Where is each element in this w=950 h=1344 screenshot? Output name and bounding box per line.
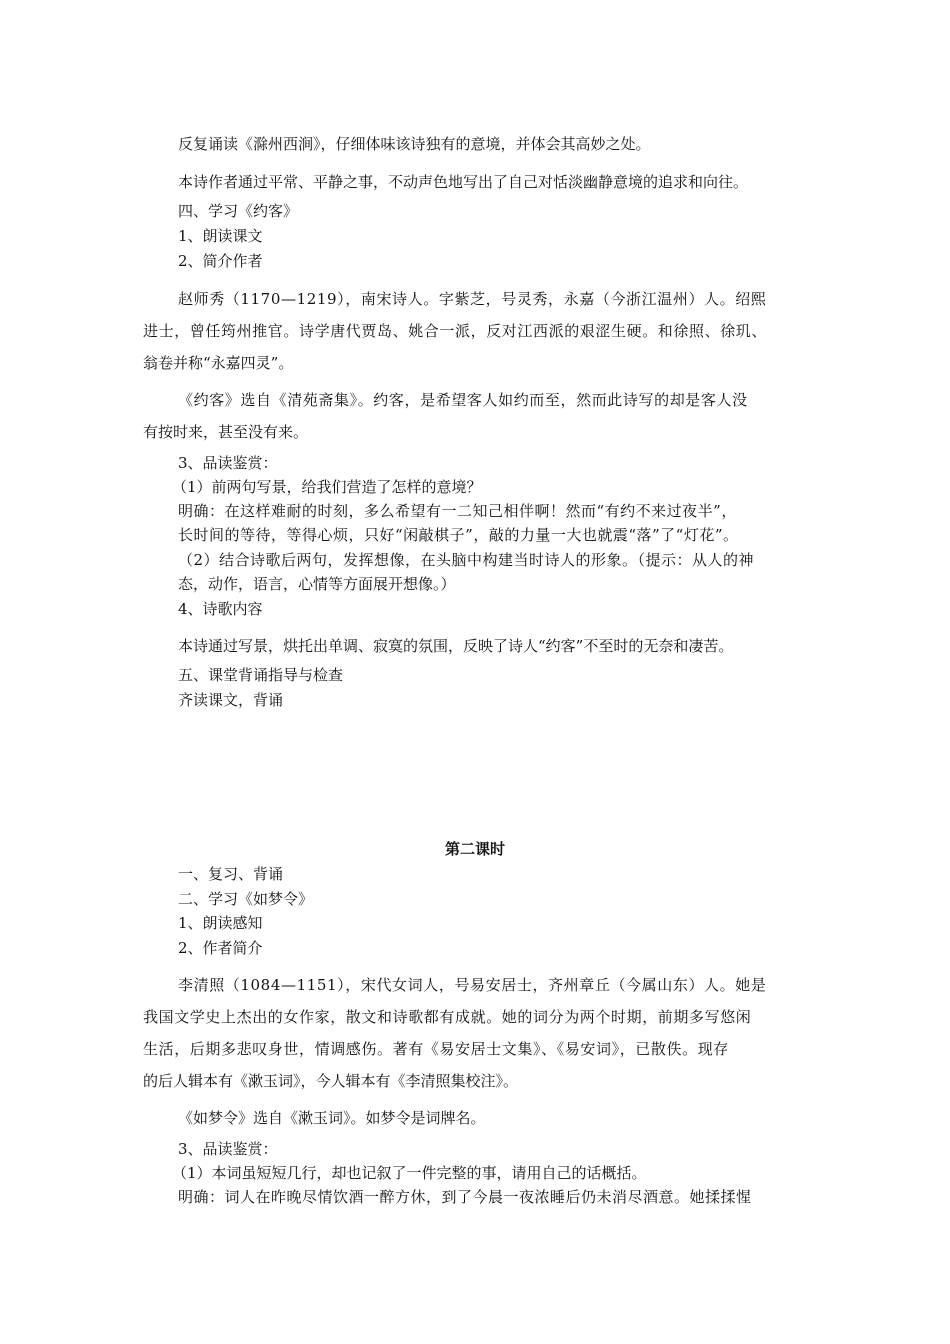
text-line: 3、品读鉴赏： xyxy=(178,1140,278,1158)
text-line: 明确：词人在昨晚尽情饮酒一醉方休，到了今晨一夜浓睡后仍未消尽酒意。她揉揉惺 xyxy=(178,1188,752,1206)
text-line: 长时间的等待，等得心烦，只好“闲敲棋子”，敲的力量一大也就震“落”了“灯花”。 xyxy=(178,526,739,544)
text-line: 有按时来，甚至没有来。 xyxy=(143,423,309,441)
text-line: 赵师秀（1170—1219），南宋诗人。字紫芝，号灵秀，永嘉（今浙江温州）人。绍熙 xyxy=(178,290,767,308)
text-line: 进士，曾任筠州推官。诗学唐代贾岛、姚合一派，反对江西派的艰涩生硬。和徐照、徐玑、 xyxy=(143,322,768,340)
text-line: 《约客》选自《清苑斋集》。约客，是希望客人如约而至，然而此诗写的却是客人没 xyxy=(178,391,748,409)
text-line: 明确：在这样难耐的时刻，多么希望有一二知己相伴啊！然而“有约不来过夜半”， xyxy=(178,502,737,520)
text-line: 李清照（1084—1151），宋代女词人，号易安居士，齐州章丘（今属山东）人。她是 xyxy=(178,976,767,994)
heading-line: 五、课堂背诵指导与检查 xyxy=(178,666,344,684)
text-line: 一、复习、背诵 xyxy=(178,865,284,883)
text-line: 本诗作者通过平常、平静之事，不动声色地写出了自己对恬淡幽静意境的追求和向往。 xyxy=(178,173,749,191)
text-line: （1）前两句写景，给我们营造了怎样的意境？ xyxy=(172,478,482,496)
text-line: 二、学习《如梦令》 xyxy=(178,890,314,908)
section-title: 第二课时 xyxy=(444,840,505,858)
text-line: 反复诵读《滁州西涧》，仔细体味该诗独有的意境，并体会其高妙之处。 xyxy=(178,135,651,153)
text-line: （2）结合诗歌后两句，发挥想像，在头脑中构建当时诗人的形象。（提示：从人的神 xyxy=(178,551,755,569)
text-line: 翁卷并称“永嘉四灵”。 xyxy=(143,354,294,372)
text-line: 态，动作，语言，心情等方面展开想像。） xyxy=(178,575,456,593)
text-line: 本诗通过写景，烘托出单调、寂寞的氛围，反映了诗人“约客”不至时的无奈和凄苦。 xyxy=(178,637,734,655)
text-line: 齐读课文，背诵 xyxy=(178,691,284,709)
text-line: 我国文学史上杰出的女作家，散文和诗歌都有成就。她的词分为两个时期，前期多写悠闲 xyxy=(143,1008,752,1026)
text-line: 2、简介作者 xyxy=(178,252,263,270)
text-line: 4、诗歌内容 xyxy=(178,600,263,618)
text-line: 《如梦令》选自《漱玉词》。如梦令是词牌名。 xyxy=(178,1109,486,1127)
text-line: 1、朗读课文 xyxy=(178,227,263,245)
text-line: 的后人辑本有《漱玉词》，今人辑本有《李清照集校注》。 xyxy=(143,1072,519,1090)
text-line: 3、品读鉴赏： xyxy=(178,454,278,472)
text-line: （1）本词虽短短几行，却也记叙了一件完整的事，请用自己的话概括。 xyxy=(172,1164,647,1182)
heading-line: 四、学习《约客》 xyxy=(178,202,299,220)
text-line: 1、朗读感知 xyxy=(178,914,263,932)
text-line: 2、作者简介 xyxy=(178,939,263,957)
text-line: 生活，后期多悲叹身世，情调感伤。著有《易安居士文集》、《易安词》，已散佚。现存 xyxy=(143,1040,729,1058)
